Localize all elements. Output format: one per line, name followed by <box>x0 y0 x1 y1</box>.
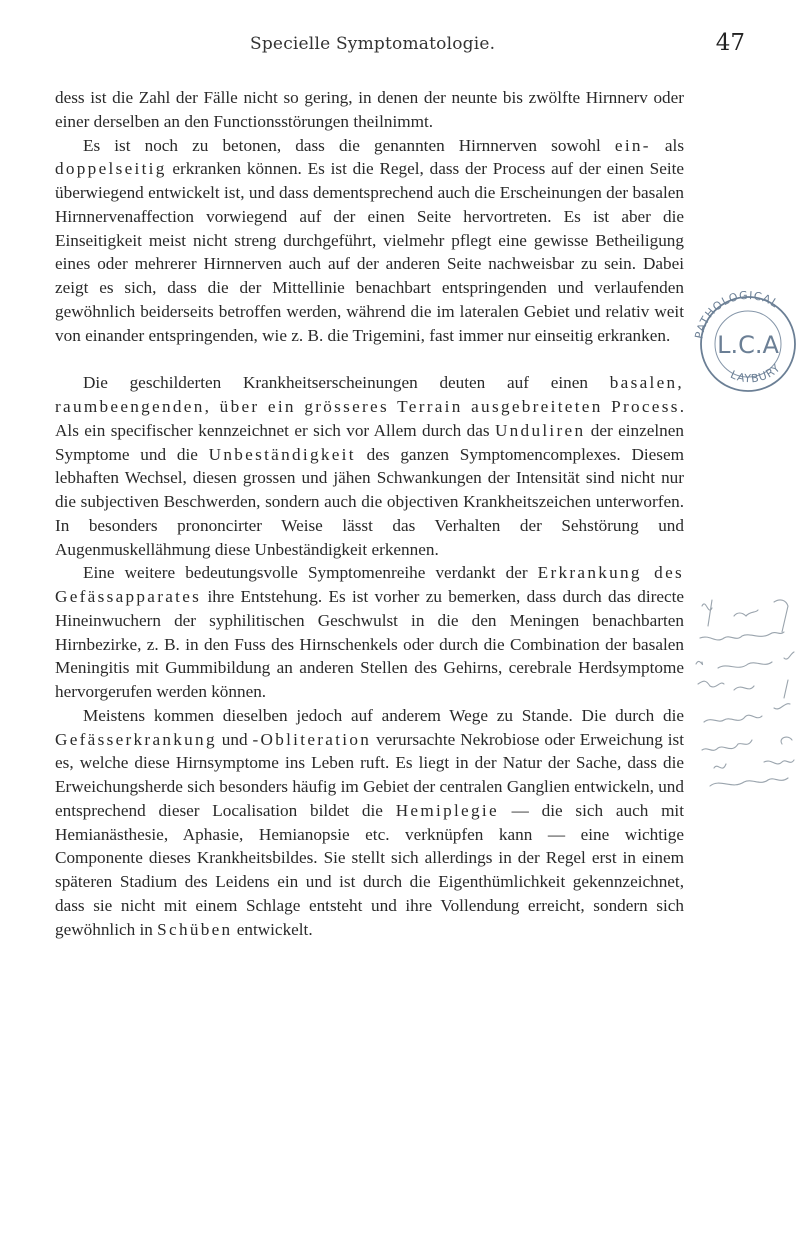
text-run: Meistens kommen dieselben jedoch auf anderem Wege zu Stande. Die durch die <box>83 705 684 725</box>
text-run: Eine weitere bedeutungsvolle Symptomenreihe verdankt der <box>83 563 538 583</box>
running-header <box>0 30 800 60</box>
spaced-emphasis: Gefässerkrankung <box>55 729 217 749</box>
text-run: des ganzen Symptomencomplexes. Diesem lebhaften Wechsel, diesen grossen und jähen Schwankungen der Intensität sind nicht nur die subjectiven Beschwerden, sondern auch die objectiven Krankheitszeichen unterworfen. In besonders prononcirter Weise lässt das Verhalten der Sehstörung und Augenmuskellähmung diese Unbeständigkeit erkennen. <box>55 444 684 559</box>
spaced-emphasis: Schüben <box>157 919 233 939</box>
text-run: entwickelt. <box>232 919 313 939</box>
spaced-emphasis: basalen, raumbeengenden, über ein grösseres Terrain ausgebreiteten Process <box>55 373 684 416</box>
paragraph <box>55 86 684 134</box>
page-number: 47 <box>715 30 745 56</box>
handwritten-margin-note <box>694 592 800 792</box>
spaced-emphasis: Erkrankung des Gefässapparates <box>55 563 684 606</box>
text-run: Es ist noch zu betonen, dass die genannten Hirnnerven sowohl <box>83 135 615 155</box>
text-run: erkranken können. Es ist die Regel, dass der Process auf der einen Seite überwiegend entwickelt ist, und dass dementsprechend auch die Erscheinungen der basalen Hirnnervenaffection vorwiegend auf der einen Seite hervortreten. Es ist aber die Einseitigkeit meist nicht streng durchgeführt, vielmehr pflegt eine gewisse Betheiligung eines oder mehrerer Hirnnerven auch auf der anderen Seite nachweisbar zu sein. Dabei zeigt es sich, dass die der Mittellinie benachbart entspringenden und verlaufenden gewöhnlich beiderseits betroffen werden, während die im lateralen Gebiet und relativ weit von einander entspringenden, wie z. B. die Trigemini, fast immer nur einseitig erkranken. <box>55 159 684 345</box>
spaced-emphasis: Unduliren <box>494 420 586 440</box>
text-run: . Als ein specifischer kennzeichnet er sich vor Allem durch das <box>55 397 684 440</box>
paragraph <box>55 561 684 704</box>
spaced-emphasis: ein- <box>614 135 651 155</box>
text-run: — die sich auch mit Hemianästhesie, Aphasie, Hemianopsie etc. verknüpfen kann — eine wichtige Componente dieses Krankheitsbildes. Sie stellt sich allerdings in der Regel erst in einem späteren Stadium des Leidens ein und ist durch die Eigenthümlichkeit gekennzeichnet, dass sie nicht mit einem Schlage entsteht und ihre Vollendung erreicht, sondern sich gewöhnlich in <box>55 800 684 939</box>
spaced-emphasis: Unbeständigkeit <box>208 444 356 464</box>
stamp-center-text: L.C.A <box>717 331 779 359</box>
paragraph <box>55 704 684 942</box>
spaced-emphasis: Hemiplegie <box>395 800 499 820</box>
paragraph <box>55 371 684 561</box>
text-run: verursachte Nekrobiose oder Erweichung ist es, welche diese Hirnsymptome ins Leben ruft. Es liegt in der Natur der Sache, dass die Erweichungsherde sich besonders häufig im Gebiet der centralen Ganglien entwickeln, und entsprechend dieser Localisation bildet die <box>55 729 685 820</box>
spaced-emphasis: doppelseitig <box>55 159 167 179</box>
text-run: Die geschilderten Krankheitserscheinungen deuten auf einen <box>83 373 610 393</box>
text-run: dess ist die Zahl der Fälle nicht so gering, in denen der neunte bis zwölfte Hirnnerv oder einer derselben an den Functionsstörungen theilnimmt. <box>55 88 684 131</box>
svg-text:LAYBURY: LAYBURY <box>728 361 784 386</box>
text-run: der einzelnen Symptome und die <box>55 420 685 464</box>
library-stamp <box>692 287 796 397</box>
stamp-ring-text: PATHOLOGICAL <box>692 288 781 340</box>
text-run: ihre Entstehung. Es ist vorher zu bemerken, dass durch das directe Hineinwuchern der syphilitischen Geschwulst in die den Meningen benachbarten Hirnbezirke, z. B. in den Fuss des Hirnschenkels oder durch die Combination der basalen Meningitis mit Gummibildung an anderen Stellen des Gehirns, cerebrale Herdsymptome hervorgerufen werden können. <box>55 587 684 701</box>
text-run: als <box>650 135 685 155</box>
text-run: und <box>216 729 253 749</box>
paragraph <box>55 134 684 348</box>
body-text <box>55 86 684 941</box>
spaced-emphasis: -Obliteration <box>252 729 372 749</box>
running-title: Specielle Symptomatologie. <box>250 34 496 54</box>
